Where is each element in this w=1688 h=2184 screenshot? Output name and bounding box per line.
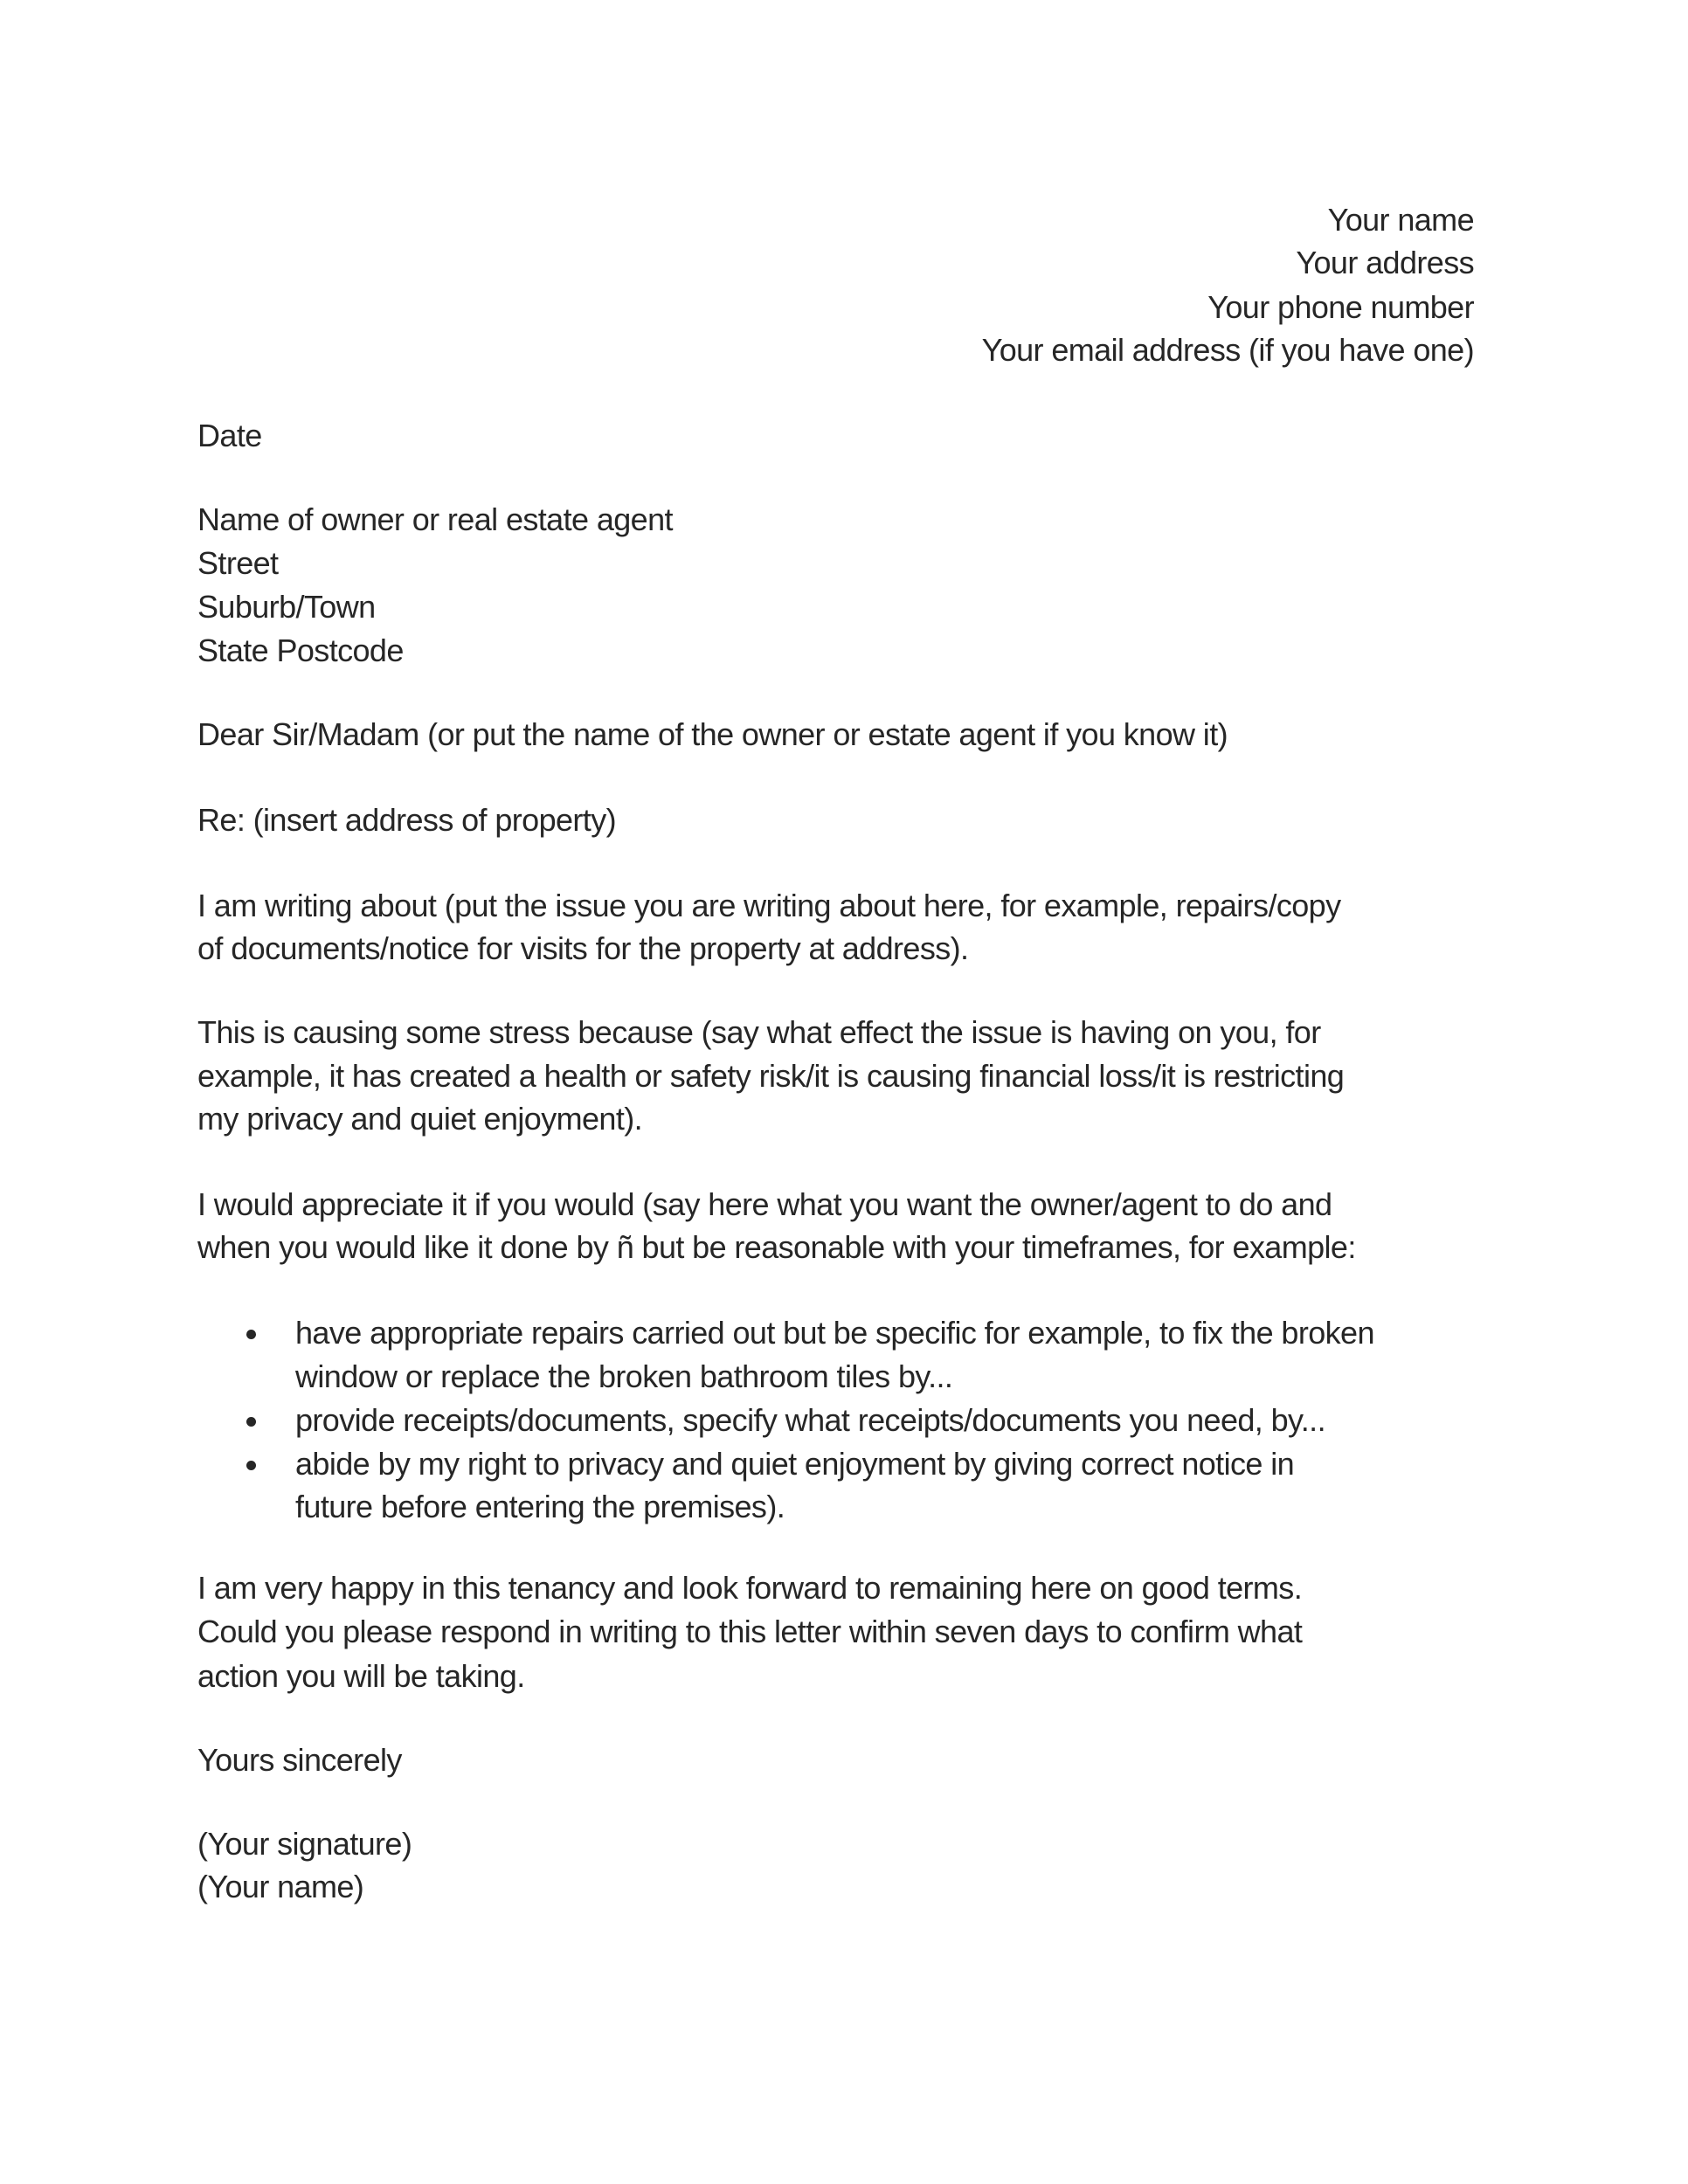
bullet-icon — [246, 1330, 256, 1339]
sender-name: Your name — [1327, 202, 1474, 238]
closing: Yours sincerely — [197, 1742, 402, 1778]
recipient-name: Name of owner or real estate agent — [197, 501, 673, 537]
bullet-1-line-1: have appropriate repairs carried out but be specific for example, to fix the broken — [295, 1315, 1374, 1351]
bullet-3-line-1: abide by my right to privacy and quiet enjoyment by giving correct notice in — [295, 1446, 1295, 1482]
paragraph-4-line-2: Could you please respond in writing to this letter within seven days to confirm what — [197, 1614, 1303, 1649]
paragraph-1-line-1: I am writing about (put the issue you are writing about here, for example, repairs/copy — [197, 888, 1341, 923]
bullet-3-line-2: future before entering the premises). — [295, 1489, 785, 1524]
bullet-icon — [246, 1417, 256, 1427]
letter-date: Date — [197, 418, 262, 453]
recipient-suburb: Suburb/Town — [197, 589, 376, 625]
paragraph-2-line-1: This is causing some stress because (say what effect the issue is having on you, for — [197, 1014, 1321, 1050]
paragraph-1-line-2: of documents/notice for visits for the property at address). — [197, 930, 969, 966]
bullet-2-line-1: provide receipts/documents, specify what receipts/documents you need, by... — [295, 1402, 1325, 1438]
sender-phone: Your phone number — [1207, 289, 1474, 325]
paragraph-4-line-3: action you will be taking. — [197, 1658, 525, 1694]
paragraph-3-line-1: I would appreciate it if you would (say here what you want the owner/agent to do and — [197, 1186, 1332, 1222]
paragraph-2-line-2: example, it has created a health or safety risk/it is causing financial loss/it is restricting — [197, 1058, 1345, 1094]
recipient-street: Street — [197, 545, 279, 581]
paragraph-2-line-3: my privacy and quiet enjoyment). — [197, 1101, 643, 1137]
bullet-1-line-2: window or replace the broken bathroom tiles by... — [295, 1358, 953, 1394]
re-line: Re: (insert address of property) — [197, 802, 616, 838]
signoff-name: (Your name) — [197, 1869, 364, 1904]
paragraph-3-line-2: when you would like it done by ñ but be reasonable with your timeframes, for example: — [197, 1229, 1356, 1265]
sender-email: Your email address (if you have one) — [981, 332, 1474, 368]
sender-address: Your address — [1296, 245, 1474, 280]
recipient-state-postcode: State Postcode — [197, 632, 404, 668]
paragraph-4-line-1: I am very happy in this tenancy and look forward to remaining here on good terms. — [197, 1570, 1303, 1606]
bullet-icon — [246, 1461, 256, 1470]
salutation: Dear Sir/Madam (or put the name of the owner or estate agent if you know it) — [197, 716, 1228, 752]
signature: (Your signature) — [197, 1826, 412, 1862]
